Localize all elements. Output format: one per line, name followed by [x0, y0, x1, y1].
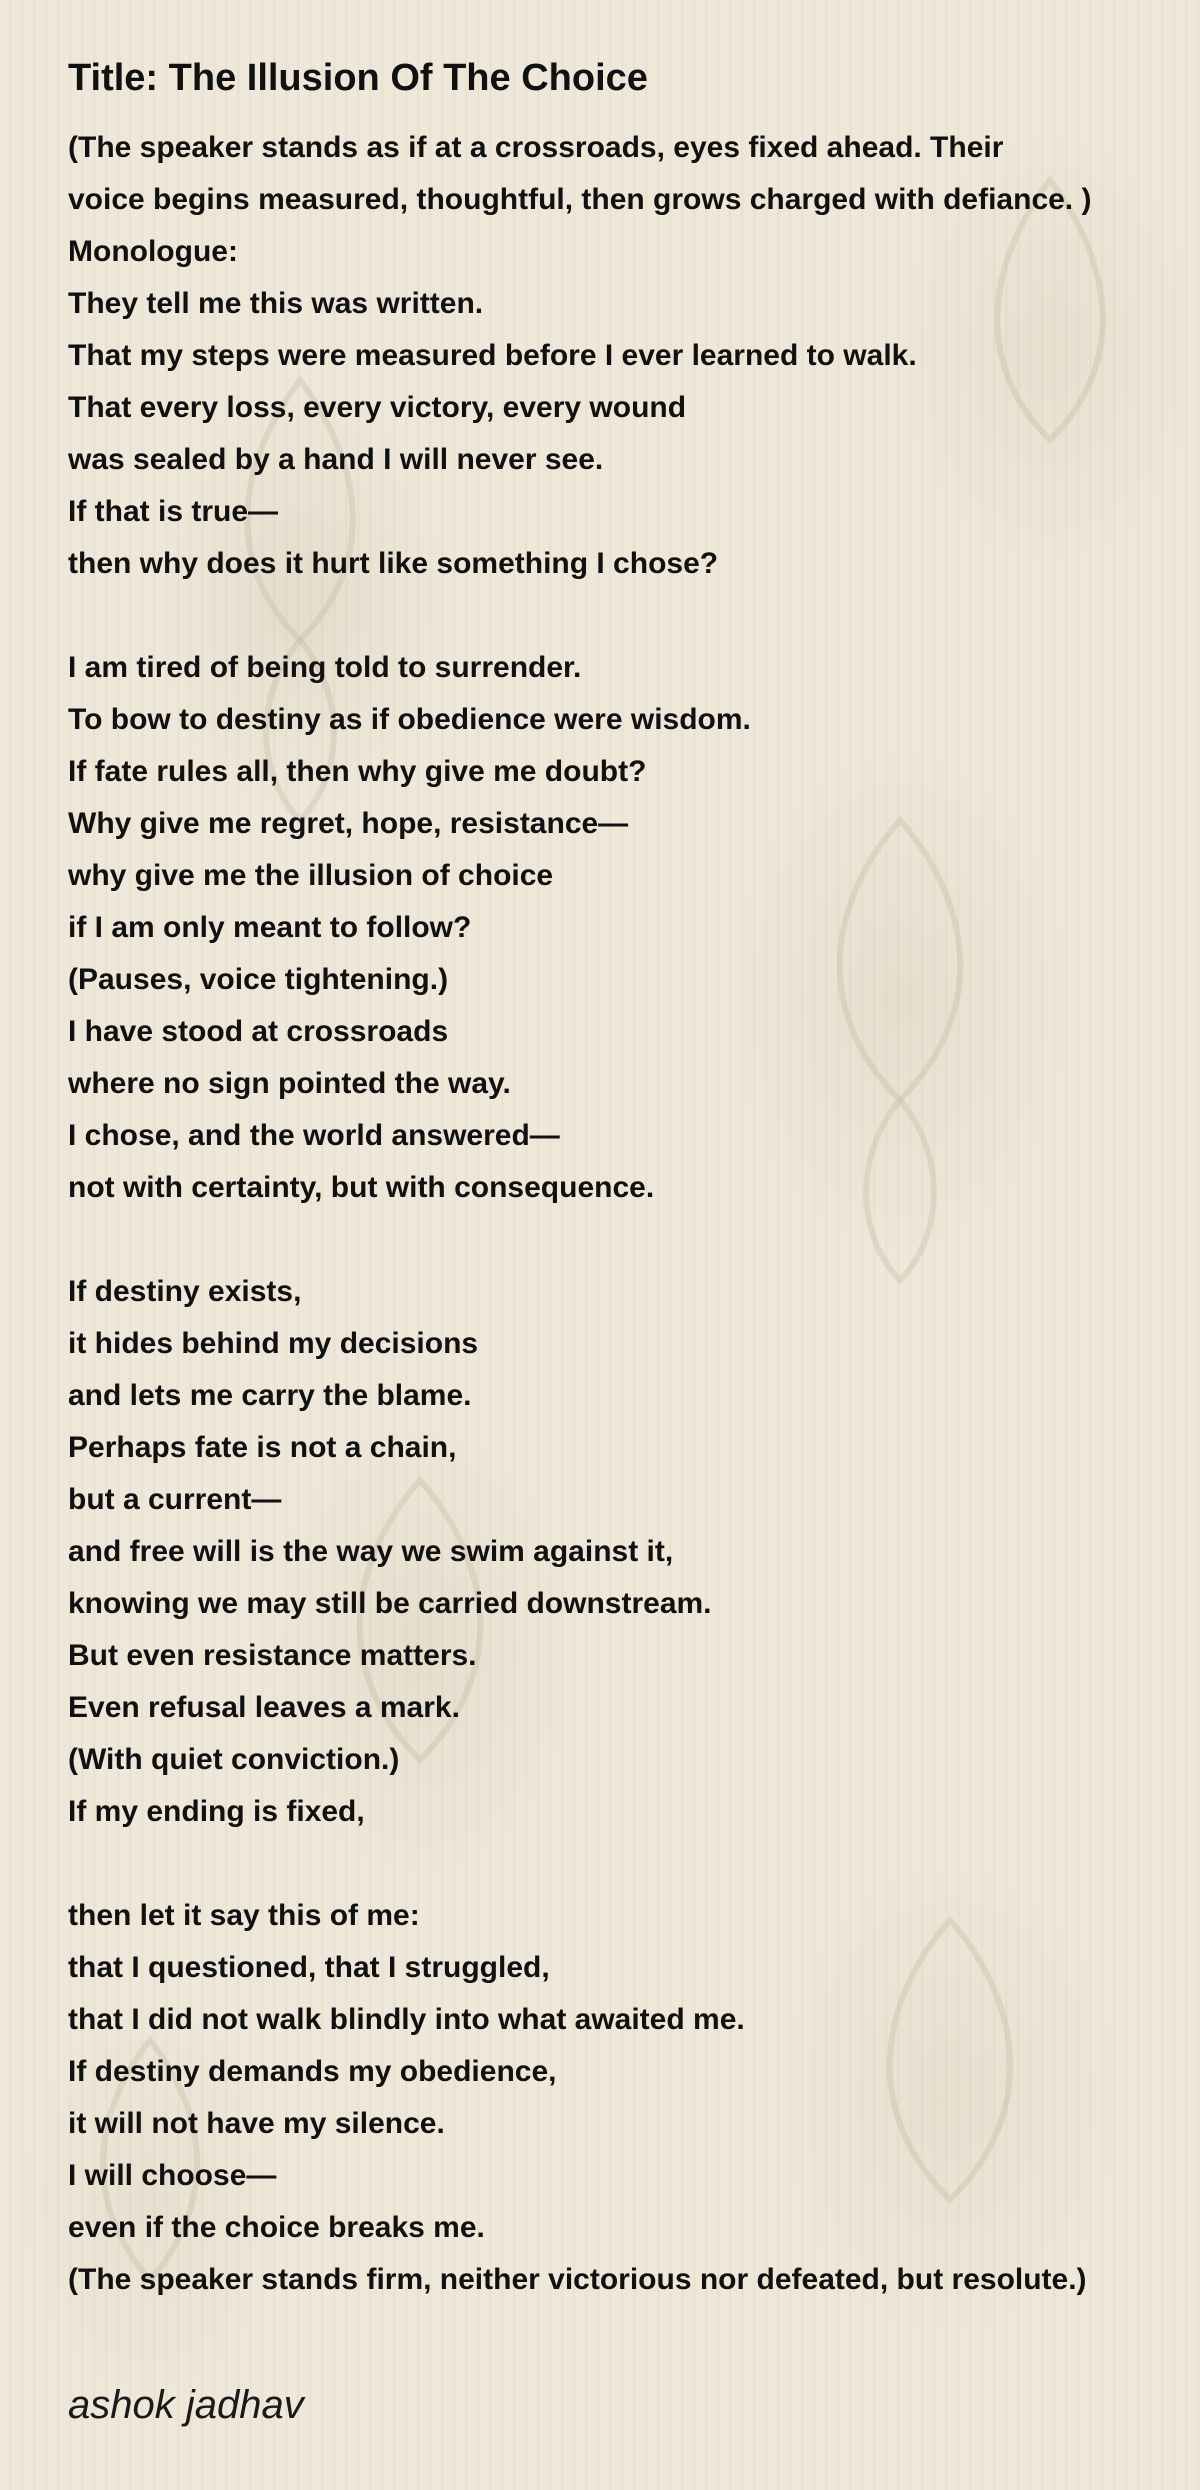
poem-line: voice begins measured, thoughtful, then grows charged with defiance. )	[68, 183, 1092, 216]
poem-line: Why give me regret, hope, resistance—	[68, 807, 629, 840]
poem-line: If my ending is fixed,	[68, 1795, 365, 1828]
poem-line: if I am only meant to follow?	[68, 911, 472, 944]
poem-line: (The speaker stands firm, neither victorious nor defeated, but resolute.)	[68, 2263, 1087, 2296]
poem-title: Title: The Illusion Of The Choice	[68, 57, 648, 99]
poem-line: That every loss, every victory, every wound	[68, 391, 687, 424]
poem-line: Monologue:	[68, 235, 238, 268]
poem-line: was sealed by a hand I will never see.	[68, 443, 604, 476]
poem-line: and lets me carry the blame.	[68, 1379, 472, 1412]
poem-line: why give me the illusion of choice	[68, 859, 554, 892]
poem-line: it will not have my silence.	[68, 2107, 445, 2140]
stanza-break	[68, 1838, 1178, 1890]
poem-line: If destiny demands my obedience,	[68, 2055, 557, 2088]
poem-line: I have stood at crossroads	[68, 1015, 449, 1048]
poem-line: I am tired of being told to surrender.	[68, 651, 582, 684]
poem-line: and free will is the way we swim against it,	[68, 1535, 674, 1568]
poem-line: where no sign pointed the way.	[68, 1067, 511, 1100]
poem-line: even if the choice breaks me.	[68, 2211, 485, 2244]
poem-line: knowing we may still be carried downstream.	[68, 1587, 712, 1620]
poem-line: If that is true—	[68, 495, 279, 528]
poem-line: That my steps were measured before I ever learned to walk.	[68, 339, 917, 372]
poem-line: I chose, and the world answered—	[68, 1119, 560, 1152]
poem-line: that I questioned, that I struggled,	[68, 1951, 550, 1984]
poem-body	[68, 122, 1178, 2306]
poem-line: Perhaps fate is not a chain,	[68, 1431, 457, 1464]
poem-line: that I did not walk blindly into what awaited me.	[68, 2003, 745, 2036]
stanza-break	[68, 1214, 1178, 1266]
poem-line: (The speaker stands as if at a crossroads, eyes fixed ahead. Their	[68, 131, 1004, 164]
poem-line: but a current—	[68, 1483, 282, 1516]
poem-line: But even resistance matters.	[68, 1639, 477, 1672]
poem-line: then let it say this of me:	[68, 1899, 420, 1932]
poem-line: If fate rules all, then why give me doubt?	[68, 755, 647, 788]
poem-line: (With quiet conviction.)	[68, 1743, 400, 1776]
poem-line: it hides behind my decisions	[68, 1327, 479, 1360]
author-signature: ashok jadhav	[68, 2383, 304, 2427]
poem-line: then why does it hurt like something I chose?	[68, 547, 719, 580]
poem-line: Even refusal leaves a mark.	[68, 1691, 460, 1724]
poem-content	[68, 50, 1178, 2306]
poem-line: To bow to destiny as if obedience were wisdom.	[68, 703, 751, 736]
poem-line: If destiny exists,	[68, 1275, 302, 1308]
poem-line: I will choose—	[68, 2159, 277, 2192]
stanza-break	[68, 590, 1178, 642]
poem-line: not with certainty, but with consequence.	[68, 1171, 655, 1204]
poem-line: (Pauses, voice tightening.)	[68, 963, 449, 996]
poem-line: They tell me this was written.	[68, 287, 484, 320]
